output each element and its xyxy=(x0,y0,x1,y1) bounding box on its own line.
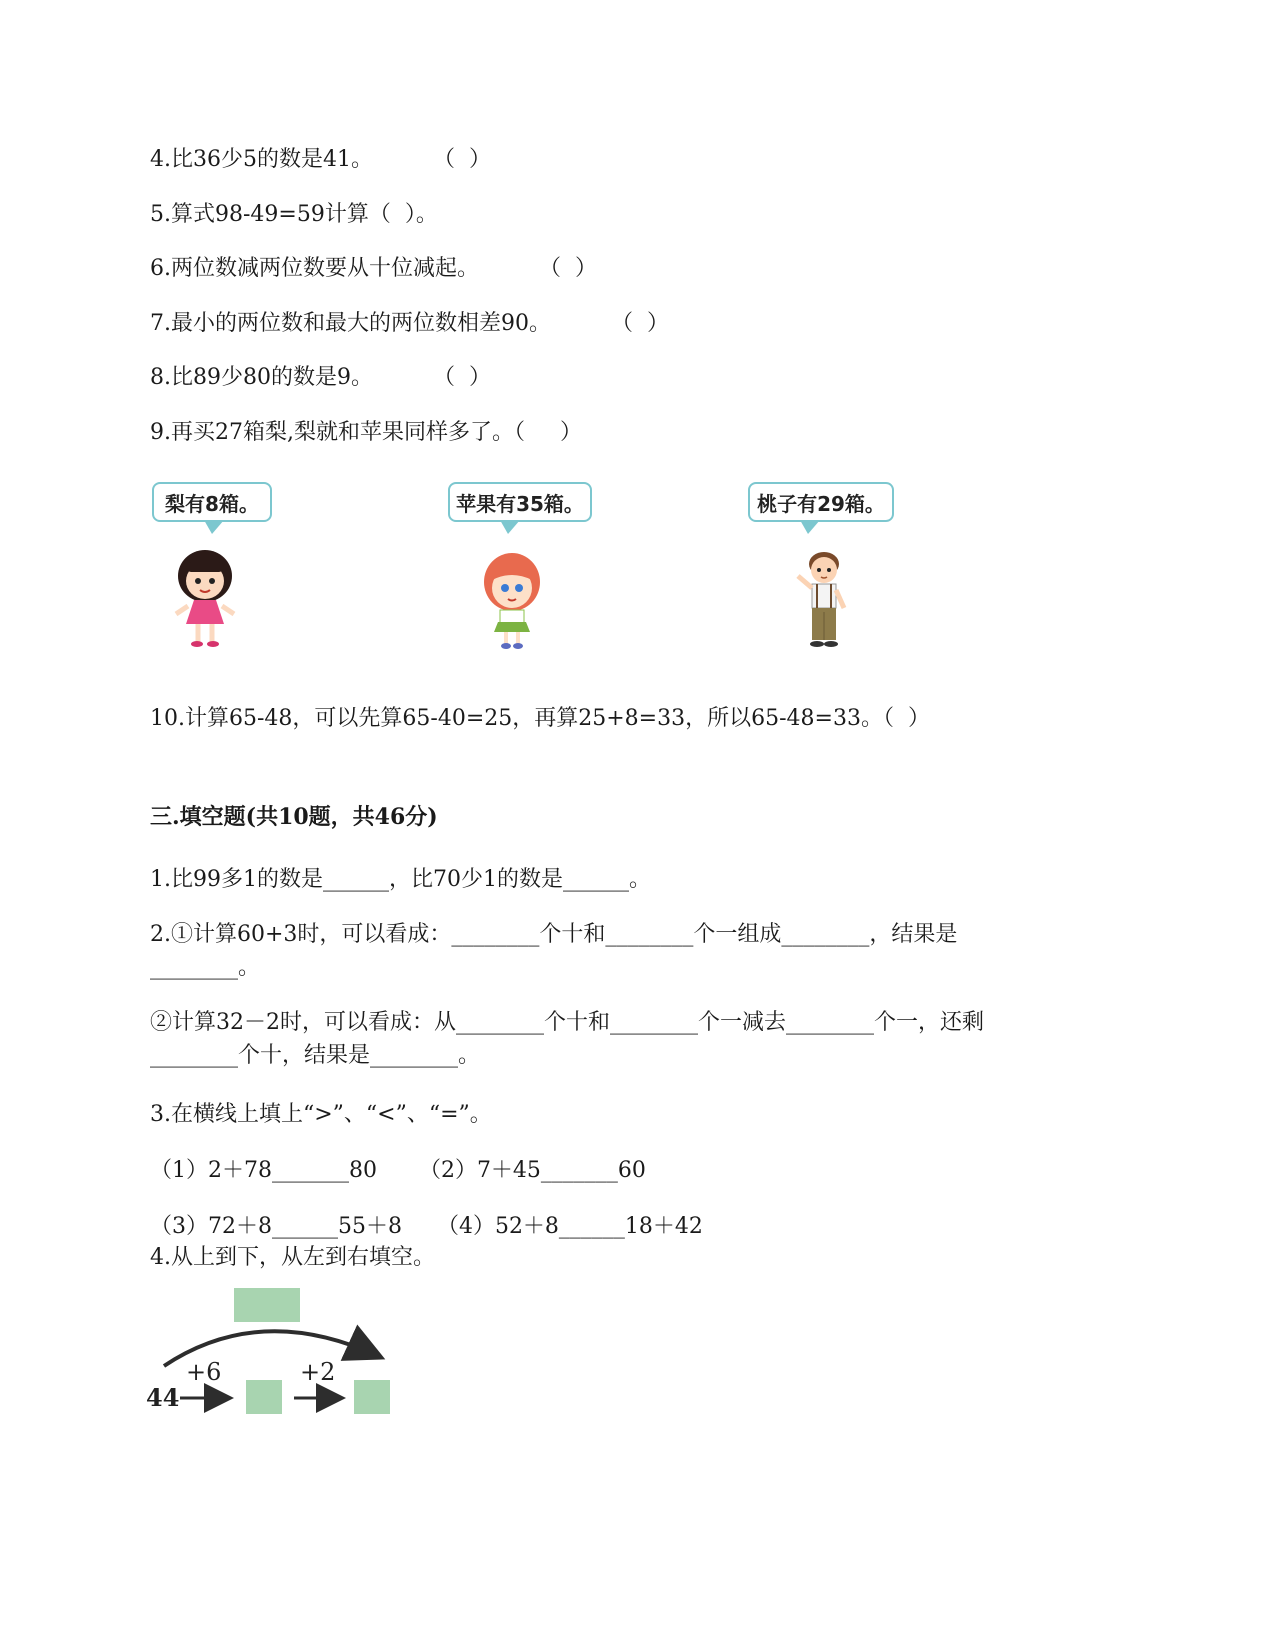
fill-question-3-row-2: （3）72＋8______55＋8 （4）52＋8______18＋42 xyxy=(150,1214,703,1239)
answer-parens[interactable]: （ ） xyxy=(539,256,597,281)
step-2-label: +2 xyxy=(300,1358,336,1386)
fill-question-3: 3.在横线上填上“>”、“<”、“=”。 xyxy=(150,1102,492,1127)
fill-question-2-line-1: 2.①计算60+3时，可以看成：________个十和________个一组成________，结果是 xyxy=(150,922,958,947)
speech-bubble-pear: 梨有8箱。 xyxy=(152,482,272,522)
question-6 xyxy=(150,254,597,284)
fill-question-1: 1.比99多1的数是______，比70少1的数是______。 xyxy=(150,867,651,892)
question-10: 10.计算65-48，可以先算65-40=25，再算25+8=33，所以65-48=33。（ ） xyxy=(150,706,930,731)
fill-question-2-line-2: ________。 xyxy=(150,955,261,980)
answer-box-top[interactable] xyxy=(234,1288,300,1322)
fill-question-3-row-1: （1）2＋78_______80 （2）7＋45_______60 xyxy=(150,1158,646,1183)
speech-bubble-apple: 苹果有35箱。 xyxy=(448,482,592,522)
step-1-label: +6 xyxy=(186,1358,222,1386)
question-8 xyxy=(150,363,491,393)
answer-box-1[interactable] xyxy=(246,1380,282,1414)
speech-bubble-peach: 桃子有29箱。 xyxy=(748,482,894,522)
question-text: 8.比89少80的数是9。 xyxy=(150,365,373,390)
start-number: 44 xyxy=(146,1383,180,1412)
fill-question-2b-line-1: ②计算32－2时，可以看成：从________个十和________个一减去________个一，还剩 xyxy=(150,1010,984,1035)
question-text: 7.最小的两位数和最大的两位数相差90。 xyxy=(150,311,551,336)
question-5: 5.算式98-49=59计算（ ）。 xyxy=(150,202,438,227)
answer-parens[interactable]: （ ） xyxy=(432,365,491,390)
girl-icon xyxy=(170,548,240,648)
question-text: 6.两位数减两位数要从十位减起。 xyxy=(150,256,479,281)
answer-box-2[interactable] xyxy=(354,1380,390,1414)
question-text: 4.比36少5的数是41。 xyxy=(150,147,373,172)
boy-icon xyxy=(790,548,854,652)
question-7 xyxy=(150,309,669,339)
answer-parens[interactable]: （ ） xyxy=(611,311,669,336)
section-heading: 三.填空题(共10题，共46分) xyxy=(150,804,438,830)
girl-red-hair-icon xyxy=(480,552,544,650)
number-chain-diagram xyxy=(140,1282,420,1422)
question-4 xyxy=(150,145,491,175)
answer-parens[interactable]: （ ） xyxy=(432,147,491,172)
question-9: 9.再买27箱梨,梨就和苹果同样多了。（ ） xyxy=(150,420,582,445)
fill-question-4: 4.从上到下，从左到右填空。 xyxy=(150,1245,435,1270)
fill-question-2b-line-2: ________个十，结果是________。 xyxy=(150,1043,481,1068)
